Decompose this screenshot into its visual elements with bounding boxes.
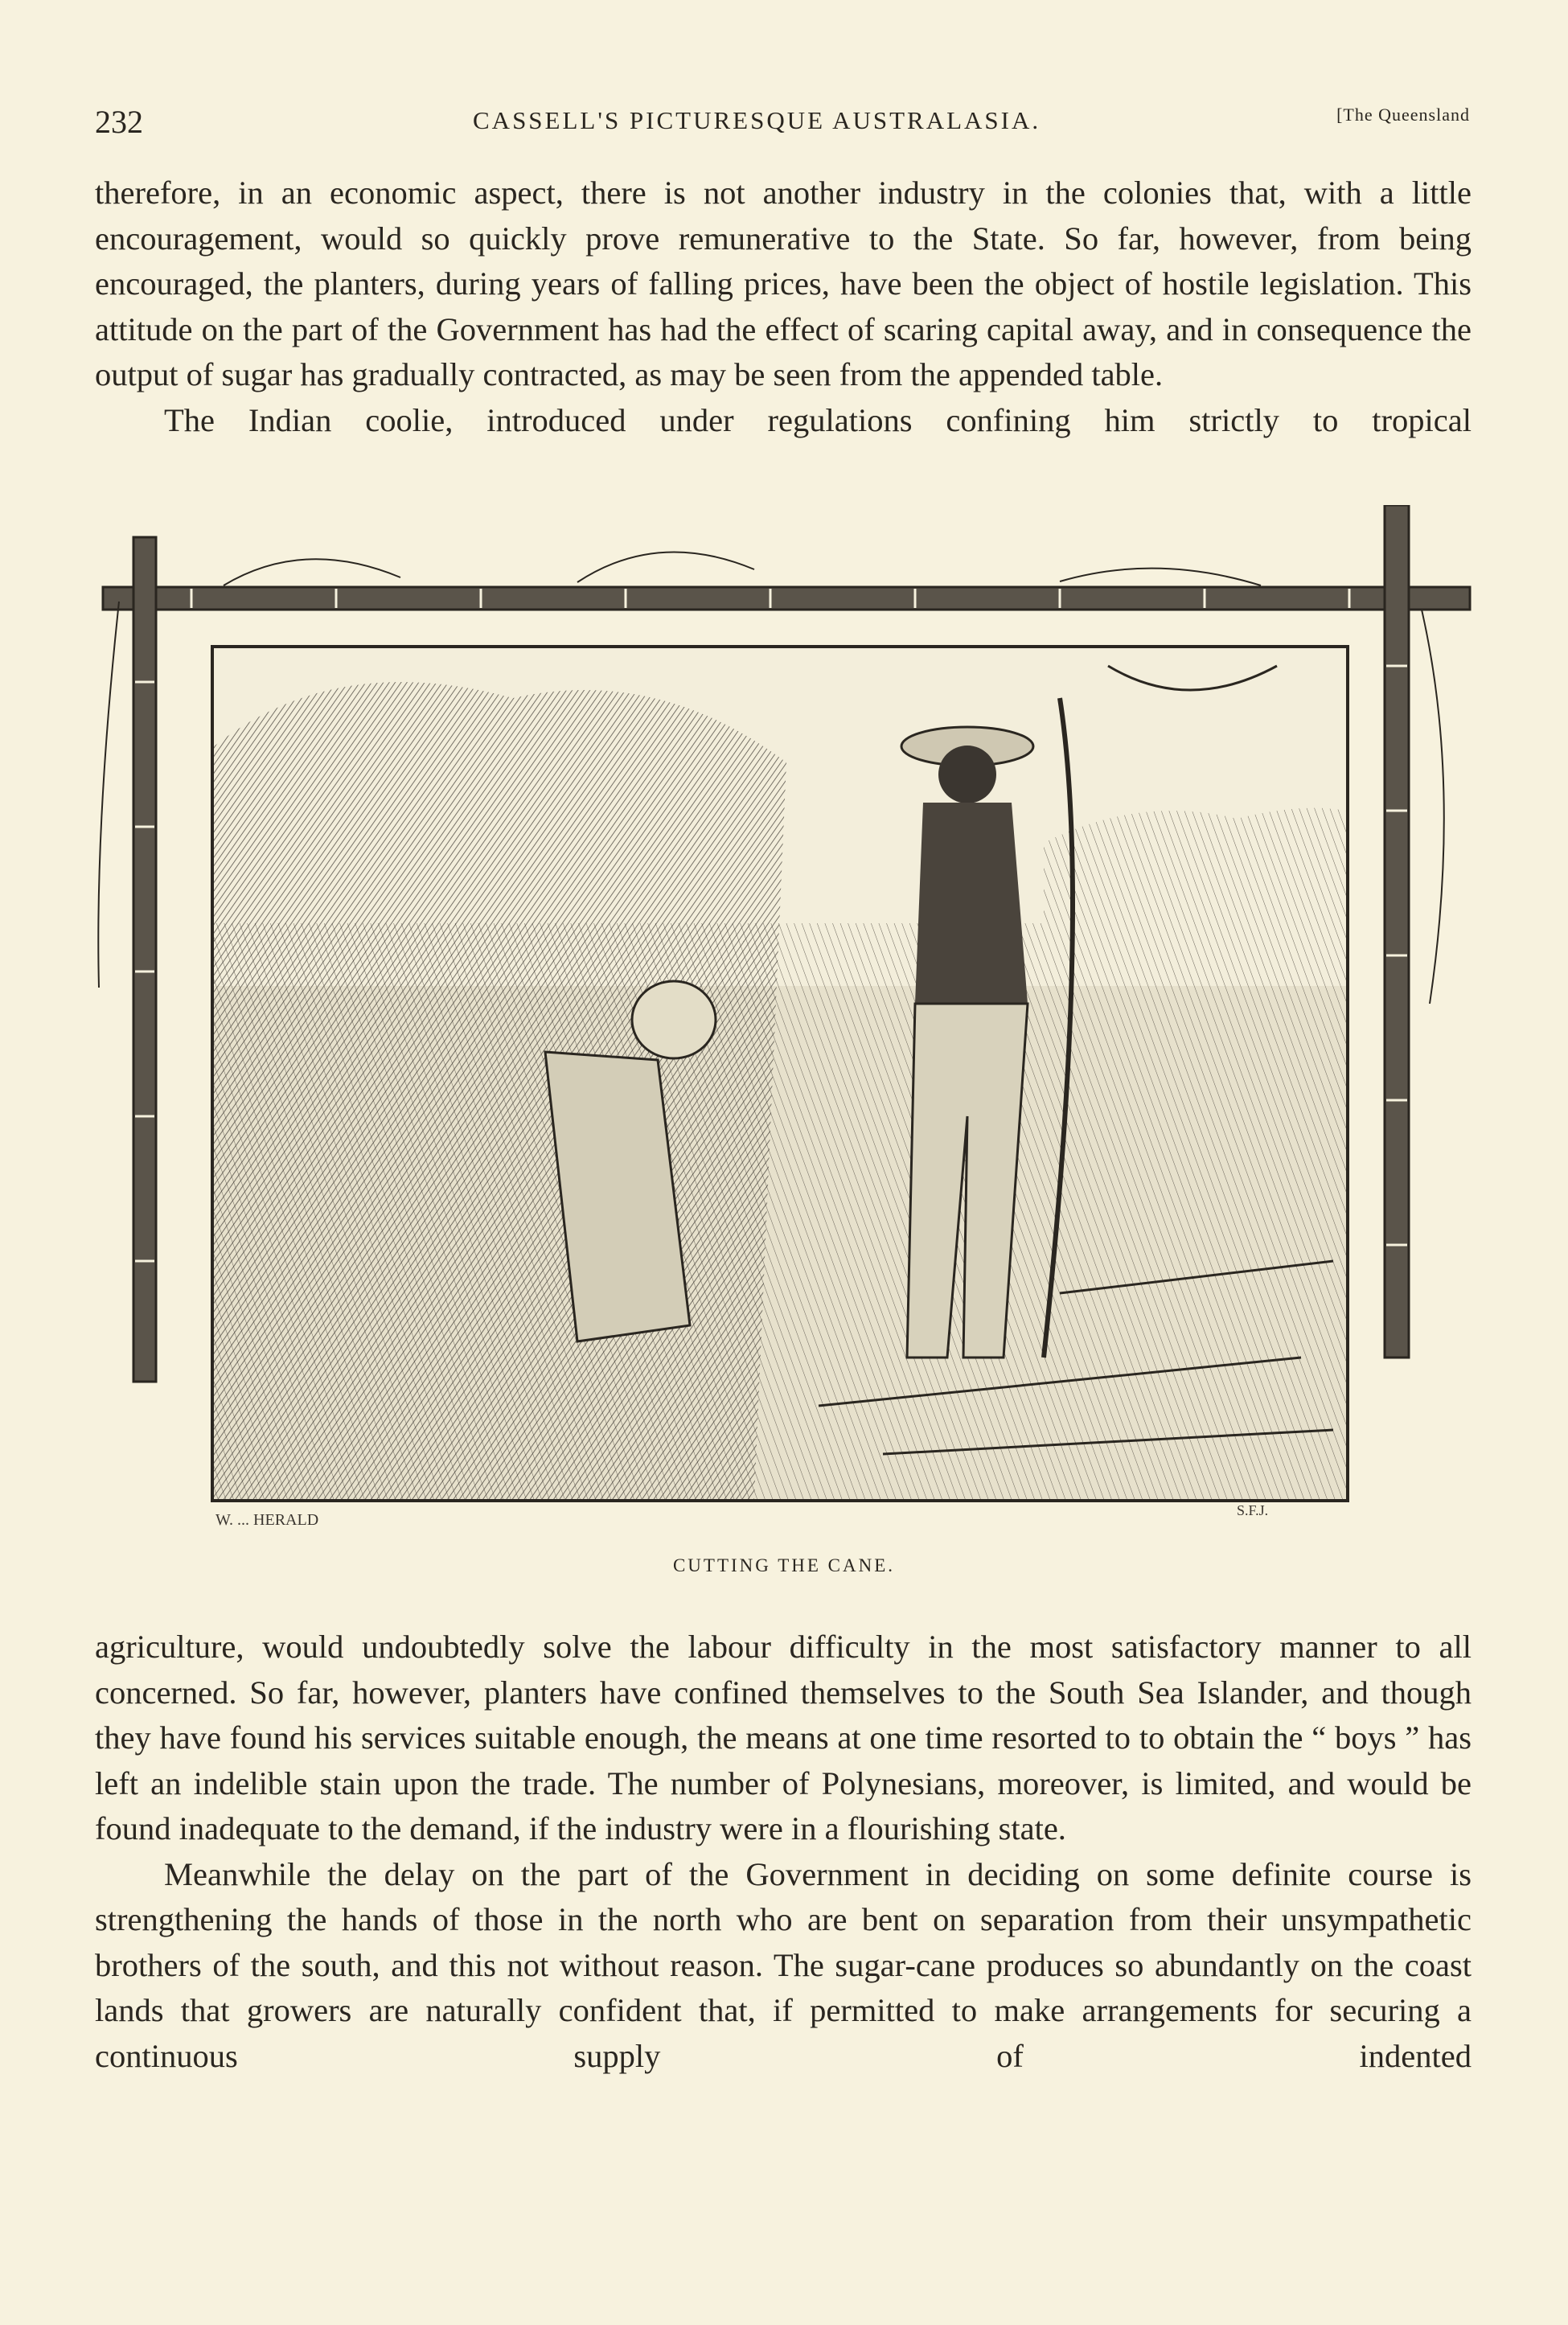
paragraph: The Indian coolie, introduced under regulations confining him strictly to tropical <box>164 401 1472 438</box>
engraver-signature: S.F.J. <box>1237 1502 1269 1518</box>
running-head <box>95 103 1470 151</box>
body-text-bottom <box>95 1625 1472 2079</box>
section-tag: [The Queensland <box>1336 105 1470 125</box>
engraving-scene <box>212 647 1348 1501</box>
artist-signature: W. ... HERALD <box>215 1511 319 1529</box>
cane-cutting-engraving <box>95 505 1486 1551</box>
figure-caption: CUTTING THE CANE. <box>672 1555 896 1575</box>
paragraph: therefore, in an economic aspect, there is not another industry in the colonies that, with a little encouragement, would so quickly prove remunerative to the State. So far, however, from being encouraged, the planters, during years of falling prices, have been the object of hostile legislation. This attitude on the part of the Government has had the effect of scaring capital away, and in consequence the output of sugar has gradually contracted, as may be seen from the appended table. <box>95 175 1472 392</box>
body-text-top <box>95 170 1472 443</box>
page-number: 232 <box>95 104 143 140</box>
paragraph: Meanwhile the delay on the part of the Government in deciding on some definite course is strengthening the hands of those in the north who are bent on separation from their unsympathetic brothers of the south, and this not without reason. The sugar-cane produces so abundantly on the coast lands that growers are naturally confident that, if permitted to make arrangements for securing a continuous supply of indented <box>95 1855 1472 2074</box>
running-title: CASSELL'S PICTURESQUE AUSTRALASIA. <box>473 106 1041 134</box>
engraving-illustration <box>95 505 1486 1551</box>
paragraph: agriculture, would undoubtedly solve the labour difficulty in the most satisfactory manner to all concerned. So far, however, planters have confined themselves to the South Sea Islander, and though they have found his services suitable enough, the means at one time resorted to to obtain the “ boys ” has left an indelible stain upon the trade. The number of Polynesians, moreover, is limited, and would be found inadequate to the demand, if the industry were in a flourishing state. <box>95 1629 1472 1846</box>
